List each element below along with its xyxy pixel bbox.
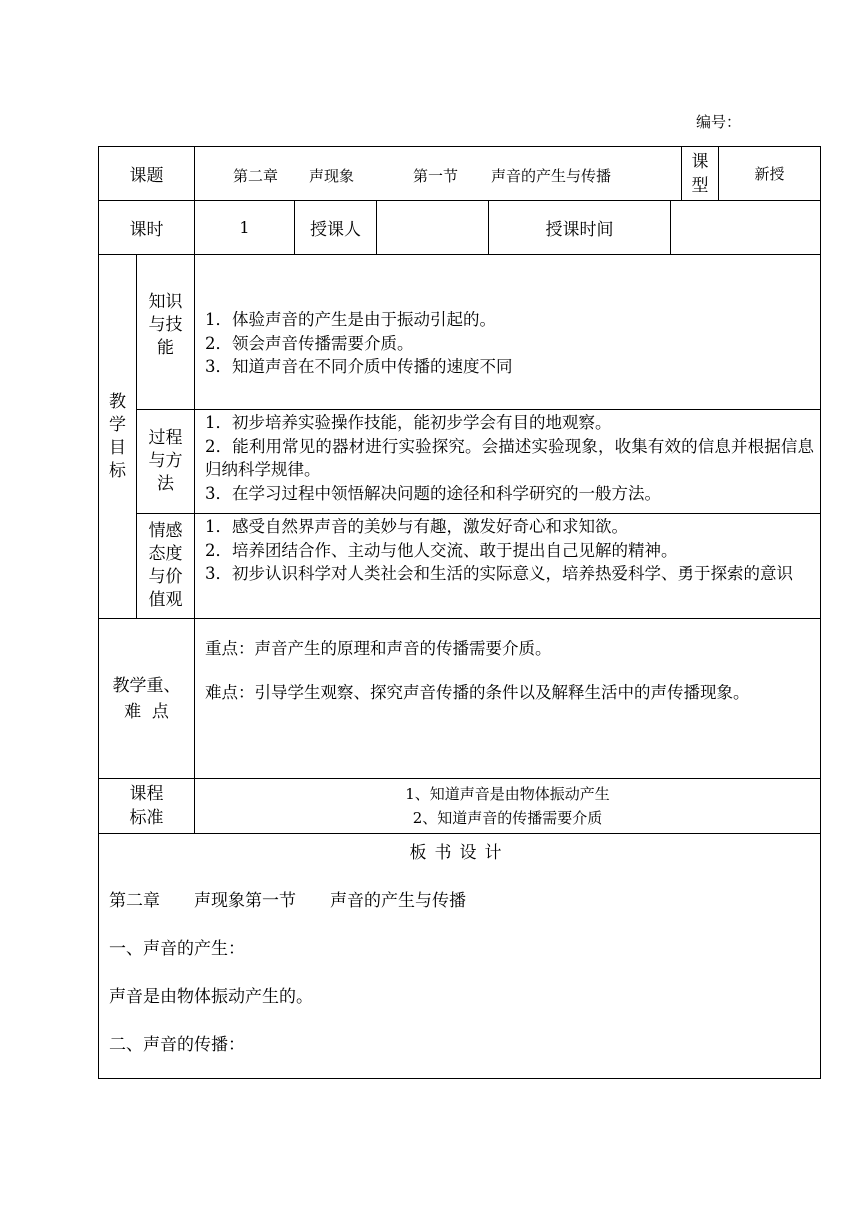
topic-section: 第一节 (413, 167, 459, 185)
emotion-item: 2．培养团结合作、主动与他人交流、敢于提出自己见解的精神。 (205, 540, 678, 560)
knowledge-content (195, 255, 820, 410)
teacher-value (377, 201, 489, 255)
objectives-label-char: 学 (109, 414, 126, 435)
lesson-plan-table (98, 146, 821, 1079)
board-line: 第二章 声现象第一节 声音的产生与传播 (109, 891, 466, 911)
objectives-label-char: 教 (109, 391, 126, 412)
type-label (682, 147, 719, 201)
key-points-content (195, 619, 820, 779)
standard-content (195, 779, 820, 834)
standard-item: 1、知道声音是由物体振动产生 (405, 785, 610, 803)
topic-value (195, 147, 682, 201)
knowledge-label (137, 255, 195, 410)
serial-number-label: 编号： (696, 113, 742, 131)
period-label: 课时 (99, 201, 195, 255)
emotion-label-line: 值观 (148, 590, 183, 610)
knowledge-item: 1．体验声音的产生是由于振动引起的。 (205, 310, 496, 329)
key-points-label-line: 难 点 (124, 701, 169, 722)
knowledge-label-line: 知识 (148, 292, 183, 312)
emotion-content (195, 514, 820, 619)
objectives-label-char: 目 (109, 437, 126, 458)
emotion-item: 3．初步认识科学对人类社会和生活的实际意义，培养热爱科学、勇于探索的意识 (205, 564, 793, 583)
process-content (195, 410, 820, 514)
process-label (137, 410, 195, 514)
objectives-label-char: 标 (109, 460, 126, 481)
emotion-label (137, 514, 195, 619)
topic-section-name: 声音的产生与传播 (491, 167, 612, 185)
emotion-label-line: 与价 (148, 567, 183, 587)
period-value: 1 (195, 201, 295, 255)
objectives-label (99, 255, 137, 619)
type-value: 新授 (719, 147, 820, 201)
board-line: 二、声音的传播： (109, 1035, 245, 1055)
process-item: 3．在学习过程中领悟解决问题的途径和科学研究的一般方法。 (205, 483, 661, 503)
process-label-line: 与方 (148, 451, 183, 471)
process-label-line: 法 (157, 474, 174, 494)
emotion-item: 1．感受自然界声音的美妙与有趣，激发好奇心和求知欲。 (205, 517, 628, 536)
standard-label-line: 课程 (129, 784, 164, 804)
standard-label-line: 标准 (129, 808, 164, 828)
teacher-label: 授课人 (295, 201, 377, 255)
key-points-label (99, 619, 195, 779)
standard-label (99, 779, 195, 834)
topic-label: 课题 (99, 147, 195, 201)
knowledge-label-line: 与技 (148, 315, 183, 335)
topic-chapter-name: 声现象 (309, 167, 355, 185)
standard-item: 2、知道声音的传播需要介质 (412, 809, 603, 827)
process-item: 1．初步培养实验操作技能，能初步学会有目的地观察。 (205, 413, 612, 432)
type-label-char: 型 (691, 176, 709, 196)
emotion-label-line: 情感 (148, 521, 183, 541)
key-point: 重点：声音产生的原理和声音的传播需要介质。 (205, 639, 552, 658)
type-label-char: 课 (691, 152, 709, 172)
board-line: 声音是由物体振动产生的。 (109, 987, 313, 1007)
time-value (671, 201, 820, 255)
topic-chapter: 第二章 (233, 167, 279, 185)
time-label: 授课时间 (489, 201, 671, 255)
knowledge-item: 2．领会声音传播需要介质。 (205, 333, 414, 353)
board-line: 一、声音的产生： (109, 939, 245, 959)
board-design (99, 834, 820, 1078)
emotion-label-line: 态度 (148, 544, 183, 564)
key-points-label-line: 教学重、 (112, 675, 181, 696)
board-title: 板书设计 (409, 843, 510, 863)
difficult-point: 难点：引导学生观察、探究声音传播的条件以及解释生活中的声传播现象。 (205, 682, 750, 702)
process-label-line: 过程 (148, 428, 183, 448)
knowledge-label-line: 能 (157, 338, 174, 358)
knowledge-item: 3．知道声音在不同介质中传播的速度不同 (205, 357, 513, 376)
process-item: 2．能利用常见的器材进行实验探究。会描述实验现象，收集有效的信息并根据信息归纳科学规律。 (205, 436, 814, 479)
